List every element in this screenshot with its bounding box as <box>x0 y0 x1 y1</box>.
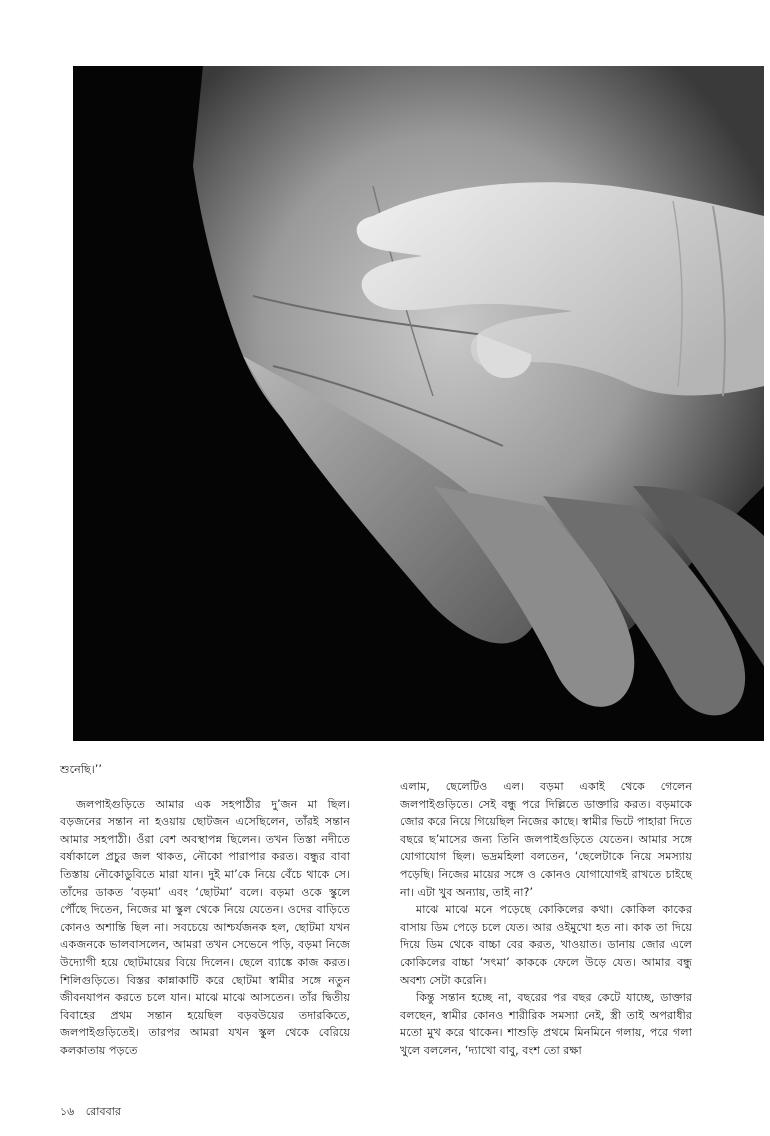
page-footer <box>60 1103 129 1122</box>
article-left-column <box>60 761 350 1060</box>
baby-hand-in-adult-palm-photo-icon <box>73 66 764 741</box>
magazine-name: রোববার <box>85 1105 121 1118</box>
paragraph: শুনেছি।’’ <box>60 763 102 776</box>
paragraph: মাঝে মাঝে মনে পড়েছে কোকিলের কথা। কোকিল কাকের বাসায় ডিম পেড়ে চলে যেত। আর ওইমুখো হত না। কাক তা দিয়ে দিয়ে ডিম থেকে বাচ্চা বের করত, খাওয়াত। ডানায় জোর এলে কোকিলের বাচ্চা ‘সৎমা’ কাককে ফেলে উড়ে যেত। আমার বন্ধু অবশ্য সেটা করেনি। <box>400 903 692 987</box>
article-right-column <box>400 761 692 1060</box>
paragraph: কিন্তু সন্তান হচ্ছে না, বছরের পর বছর কেটে যাচ্ছে, ডাক্তার বলছেন, স্বামীর কোনও শারীরিক সমস্যা নেই, স্ত্রী তাই অপরাধীর মতো মুখ করে থাকেন। শাশুড়ি প্রথমে মিনমিনে গলায়, পরে গলা খুলে বললেন, ‘দ্যাখো বাবু, বংশ তো রক্ষা <box>400 991 692 1057</box>
paragraph: জলপাইগুড়িতে আমার এক সহপাঠীর দু’জন মা ছিল। বড়জনের সন্তান না হওয়ায় ছোটজন এসেছিলেন, তাঁরই সন্তান আমার সহপাঠী। ওঁরা বেশ অবস্থাপন্ন ছিলেন। তখন তিস্তা নদীতে বর্ষাকালে প্রচুর জল থাকত, নৌকো পারাপার করত। বন্ধুর বাবা তিস্তায় নৌকোডুবিতে মারা যান। দুই মা’কে নিয়ে বেঁচে থাকে সে। তাঁদের ডাকত ‘বড়মা’ এবং ‘ছোটমা’ বলে। বড়মা ওকে স্কুলে পৌঁছে দিতেন, নিজের মা স্কুল থেকে নিয়ে যেতেন। ওদের বাড়িতে কোনও অশান্তি ছিল না। সবচেয়ে আশ্চর্যজনক হল, ছোটমা যখন একজনকে ভালবাসলেন, আমরা তখন সেভেনে পড়ি, বড়মা নিজে উদ্যোগী হয়ে ছোটমায়ের বিয়ে দিলেন। ছেলে ব্যাঙ্কে কাজ করত। শিলিগুড়িতে। বিস্তর কান্নাকাটি করে ছোটমা স্বামীর সঙ্গে নতুন জীবনযাপন করতে চলে যান। মাঝে মাঝে আসতেন। তাঁর দ্বিতীয় বিবাহের প্রথম সন্তান হয়েছিল বড়বউয়ের তদারকিতে, জলপাইগুড়িতেই। তারপর আমরা যখন স্কুল থেকে বেরিয়ে কলকাতায় পড়তে <box>60 797 350 1057</box>
paragraph: এলাম, ছেলেটিও এল। বড়মা একাই থেকে গেলেন জলপাইগুড়িতে। সেই বন্ধু পরে দিল্লিতে ডাক্তারি করত। বড়মাকে জোর করে নিয়ে গিয়েছিল নিজের কাছে। স্বামীর ভিটে পাহারা দিতে বছরে ছ’মাসের জন্য তিনি জলপাইগুড়িতে যেতেন। আমার সঙ্গে যোগাযোগ ছিল। ভদ্রমহিলা বলতেন, ‘ছেলেটাকে নিয়ে সমস্যায় পড়েছি। নিজের মায়ের সঙ্গে ও কোনও যোগাযোগই রাখতে চাইছে না। এটা খুব অন্যায়, তাই না?’ <box>400 780 692 899</box>
page-number: ১৬ <box>60 1105 75 1118</box>
photo <box>73 66 764 741</box>
